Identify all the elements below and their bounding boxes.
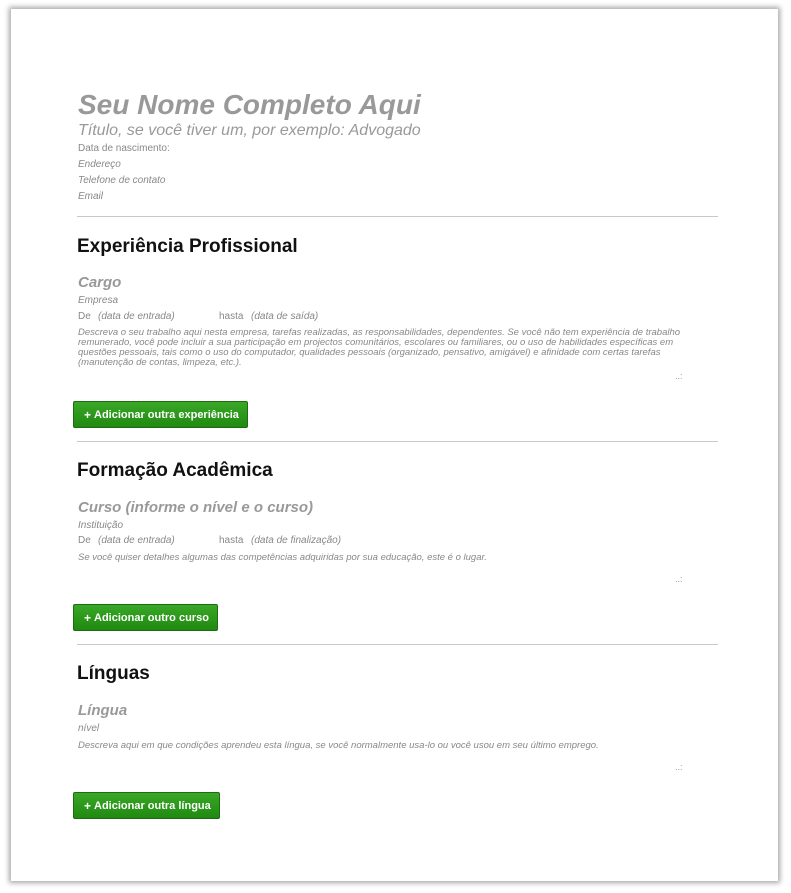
end-date-field[interactable]: (data de finalização) bbox=[251, 535, 342, 546]
professional-title[interactable]: Título, se você tiver um, por exemplo: Advogado bbox=[78, 122, 421, 139]
plus-icon: + bbox=[84, 407, 92, 422]
start-date-field[interactable]: (data de entrada) bbox=[98, 311, 175, 322]
job-title-field[interactable]: Cargo bbox=[78, 274, 122, 291]
email-field[interactable]: Email bbox=[78, 191, 104, 202]
language-description-textarea[interactable]: Descreva aqui em que condições aprendeu esta língua, se você normalmente usa-lo ou você usou em seu último emprego. bbox=[78, 740, 599, 751]
address-field[interactable]: Endereço bbox=[78, 159, 121, 170]
phone-field[interactable]: Telefone de contato bbox=[78, 175, 166, 186]
plus-icon: + bbox=[84, 610, 92, 625]
course-field[interactable]: Curso (informe o nível e o curso) bbox=[78, 499, 314, 516]
resume-page bbox=[11, 9, 778, 881]
add-language-label: Adicionar outra língua bbox=[94, 799, 211, 812]
divider bbox=[77, 441, 718, 442]
add-course-button[interactable] bbox=[73, 604, 218, 631]
company-field[interactable]: Empresa bbox=[78, 295, 119, 306]
languages-section-title: Línguas bbox=[77, 663, 150, 684]
plus-icon: + bbox=[84, 798, 92, 813]
birth-date-label[interactable]: Data de nascimento: bbox=[78, 143, 170, 154]
experience-section-title: Experiência Profissional bbox=[77, 236, 298, 257]
full-name[interactable]: Seu Nome Completo Aqui bbox=[78, 89, 421, 120]
add-experience-label: Adicionar outra experiência bbox=[94, 408, 239, 421]
resize-handle-icon[interactable]: ..: bbox=[675, 762, 683, 772]
until-label: hasta bbox=[219, 311, 244, 322]
end-date-field[interactable]: (data de saída) bbox=[251, 311, 319, 322]
level-field[interactable]: nível bbox=[78, 723, 100, 734]
resize-handle-icon[interactable]: ..: bbox=[675, 371, 683, 381]
divider bbox=[77, 216, 718, 217]
divider bbox=[77, 644, 718, 645]
until-label: hasta bbox=[219, 535, 244, 546]
from-label: De bbox=[78, 311, 91, 322]
start-date-field[interactable]: (data de entrada) bbox=[98, 535, 175, 546]
education-section-title: Formação Acadêmica bbox=[77, 460, 273, 481]
language-field[interactable]: Língua bbox=[78, 702, 128, 719]
from-label: De bbox=[78, 535, 91, 546]
education-description-textarea[interactable]: Se você quiser detalhes algumas das competências adquiridas por sua educação, este é o lugar. bbox=[78, 552, 487, 563]
resize-handle-icon[interactable]: ..: bbox=[675, 574, 683, 584]
job-description-textarea[interactable]: Descreva o seu trabalho aqui nesta empresa, tarefas realizadas, as responsabilidades, dependentes. Se você não tem experiência de trabalho remunerado, você pode incluir a sua participação em projectos comunitários, escolares ou familiares, ou o uso de habilidades específicas em questões pessoais, tais como o uso do computador, qualidades pessoais (organizado, pensativo, amigável) e afinidade com certas tarefas (manutenção de contas, limpeza, etc.). bbox=[78, 327, 681, 368]
add-experience-button[interactable] bbox=[73, 401, 248, 428]
add-course-label: Adicionar outro curso bbox=[94, 611, 209, 624]
add-language-button[interactable] bbox=[73, 792, 220, 819]
institution-field[interactable]: Instituição bbox=[78, 520, 124, 531]
